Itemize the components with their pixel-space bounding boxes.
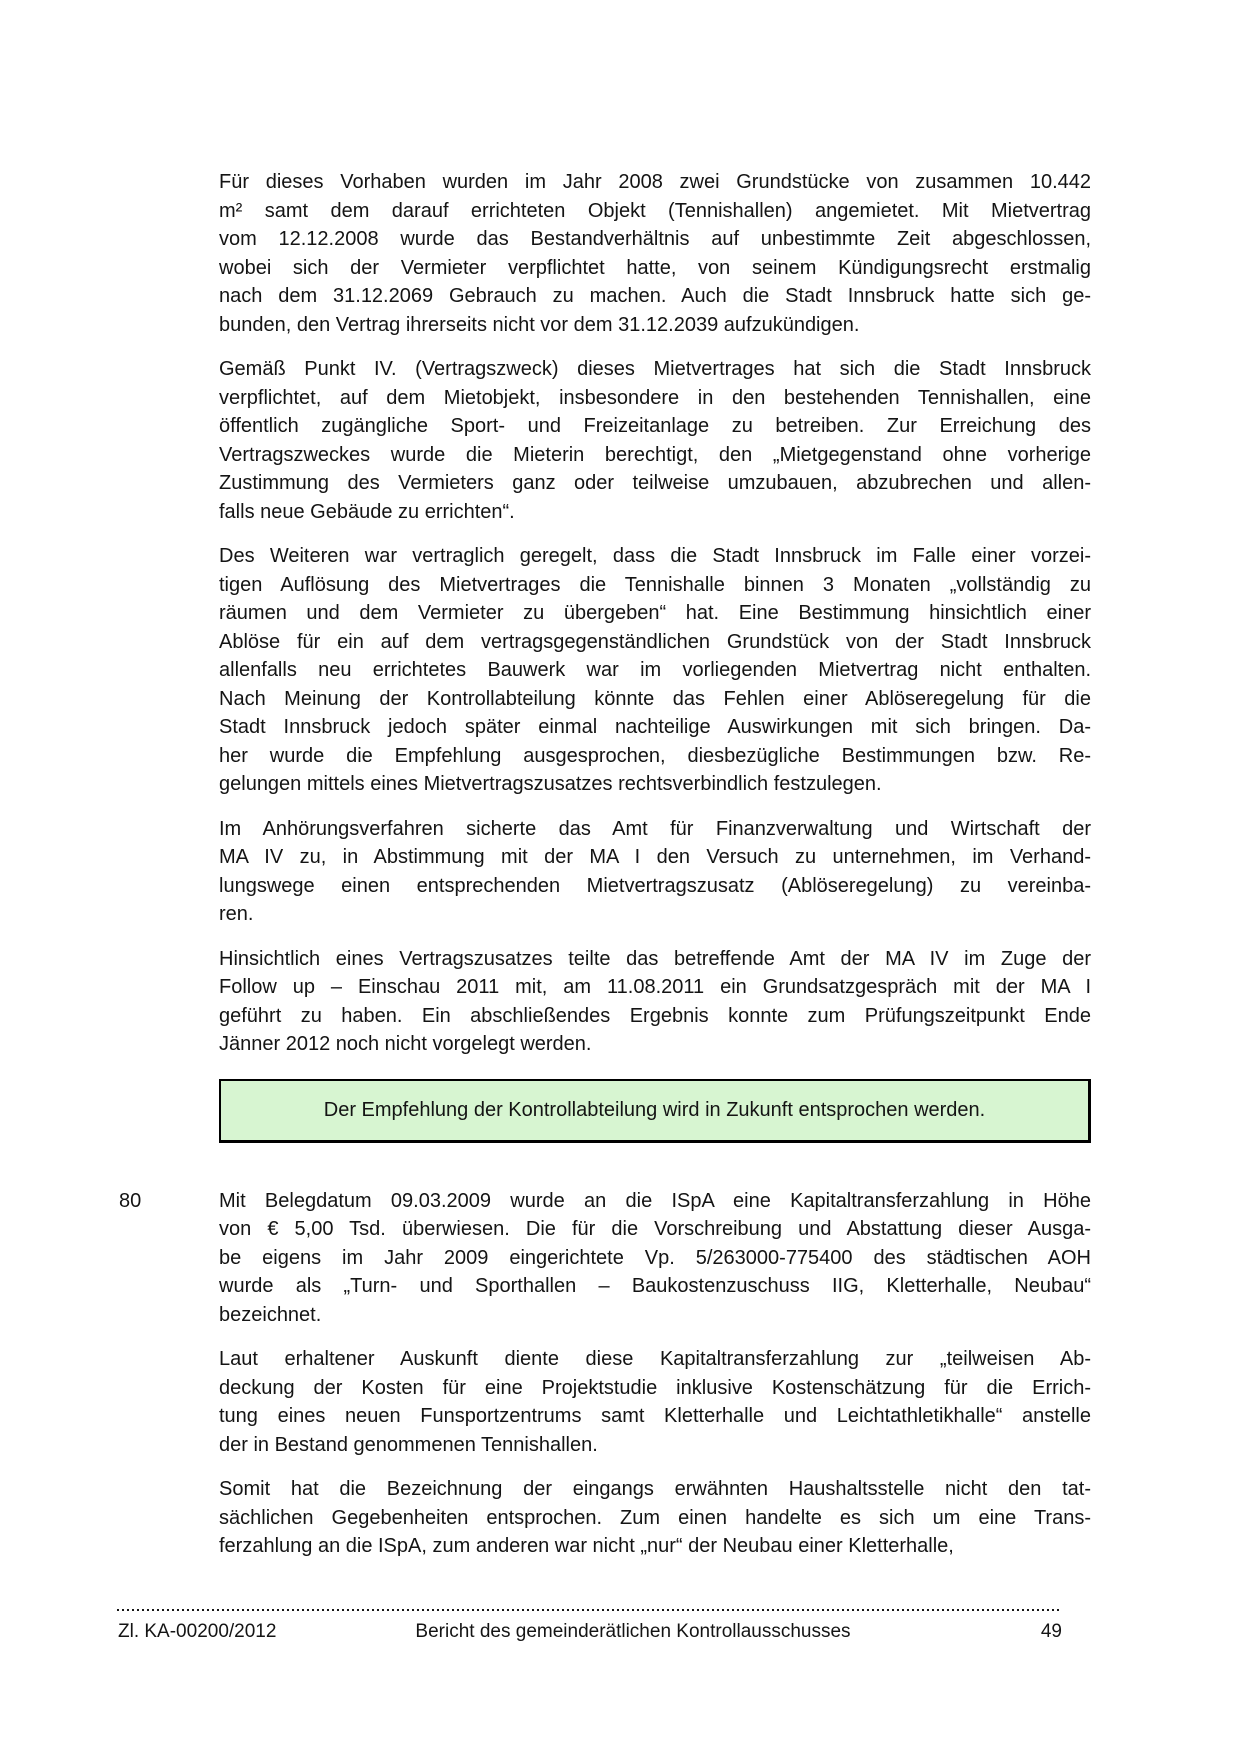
text-line: allenfalls neu errichtetes Bauwerk war im vorliegenden Mietvertrag nicht enthalten. — [219, 659, 1091, 681]
body-paragraph — [219, 1187, 1091, 1330]
recommendation-text: Der Empfehlung der Kontrollabteilung wird in Zukunft entsprochen werden. — [323, 1098, 986, 1121]
text-line: Somit hat die Bezeichnung der eingangs erwähnten Haushaltsstelle nicht den tat- — [219, 1478, 1091, 1500]
body-paragraph — [219, 168, 1091, 339]
recommendation-box — [219, 1079, 1091, 1143]
content-column — [119, 168, 1091, 1577]
text-line: tigen Auflösung des Mietvertrages die Tennishalle binnen 3 Monaten „vollständig zu — [219, 573, 1091, 596]
text-line: wurde als „Turn- und Sporthallen – Baukostenzuschuss IIG, Kletterhalle, Neubau“ — [219, 1275, 1091, 1297]
body-paragraph — [219, 542, 1091, 799]
text-line: deckung der Kosten für eine Projektstudie inklusive Kostenschätzung für die Errich- — [219, 1376, 1091, 1399]
text-line: Des Weiteren war vertraglich geregelt, dass die Stadt Innsbruck im Falle einer vorzei- — [219, 545, 1091, 567]
body-paragraph — [219, 355, 1091, 526]
text-line: MA IV zu, in Abstimmung mit der MA I den Versuch zu unternehmen, im Verhand- — [219, 846, 1091, 868]
text-line: bezeichnet. — [219, 1303, 322, 1326]
text-line: ferzahlung an die ISpA, zum anderen war nicht „nur“ der Neubau einer Kletterhalle, — [219, 1535, 954, 1557]
footer-reference: Zl. KA-00200/2012 — [118, 1621, 277, 1642]
text-line: vom 12.12.2008 wurde das Bestandverhältnis auf unbestimmte Zeit abgeschlossen, — [219, 228, 1091, 250]
text-line: nach dem 31.12.2069 Gebrauch zu machen. Auch die Stadt Innsbruck hatte sich ge- — [219, 285, 1091, 307]
text-line: geführt zu haben. Ein abschließendes Ergebnis konnte zum Prüfungszeitpunkt Ende — [219, 1004, 1091, 1027]
text-line: der in Bestand genommenen Tennishallen. — [219, 1433, 598, 1456]
text-line: sächlichen Gegebenheiten entsprochen. Zum einen handelte es sich um eine Trans- — [219, 1506, 1091, 1529]
text-line: Gemäß Punkt IV. (Vertragszweck) dieses Mietvertrages hat sich die Stadt Innsbruck — [219, 358, 1091, 380]
text-line: Für dieses Vorhaben wurden im Jahr 2008 zwei Grundstücke von zusammen 10.442 — [219, 171, 1091, 193]
footer-page-number: 49 — [1040, 1621, 1062, 1642]
body-paragraph — [219, 1475, 1091, 1561]
text-line: von € 5,00 Tsd. überwiesen. Die für die Vorschreibung und Abstattung dieser Ausga- — [219, 1218, 1091, 1240]
text-line: Ablöse für ein auf dem vertragsgegenständlichen Grundstück von der Stadt Innsbruck — [219, 630, 1091, 653]
text-line: Stadt Innsbruck jedoch später einmal nachteilige Auswirkungen mit sich bringen. Da- — [219, 716, 1091, 738]
footer-divider — [117, 1609, 1060, 1611]
text-line: lungswege einen entsprechenden Mietvertragszusatz (Ablöseregelung) zu vereinba- — [219, 874, 1091, 897]
text-line: Laut erhaltener Auskunft diente diese Kapitaltransferzahlung zur „teilweisen Ab- — [219, 1348, 1091, 1370]
item-number: 80 — [119, 1189, 142, 1212]
text-line: her wurde die Empfehlung ausgesprochen, diesbezügliche Bestimmungen bzw. Re- — [219, 744, 1091, 767]
body-paragraph — [219, 815, 1091, 929]
text-line: gelungen mittels eines Mietvertragszusatzes rechtsverbindlich festzulegen. — [219, 773, 882, 795]
body-paragraph — [219, 1345, 1091, 1459]
text-line: Jänner 2012 noch nicht vorgelegt werden. — [219, 1033, 592, 1055]
section-80 — [119, 1187, 1091, 1561]
body-paragraph — [219, 945, 1091, 1059]
text-line: Hinsichtlich eines Vertragszusatzes teilte das betreffende Amt der MA IV im Zuge der — [219, 947, 1091, 970]
text-line: verpflichtet, auf dem Mietobjekt, insbesondere in den bestehenden Tennishallen, eine — [219, 386, 1091, 409]
text-line: bunden, den Vertrag ihrerseits nicht vor dem 31.12.2039 aufzukündigen. — [219, 313, 860, 336]
text-line: Mit Belegdatum 09.03.2009 wurde an die ISpA eine Kapitaltransferzahlung in Höhe — [219, 1189, 1091, 1212]
text-line: ren. — [219, 903, 254, 925]
footer-title: Bericht des gemeinderätlichen Kontrollausschusses — [415, 1621, 851, 1642]
text-line: Vertragszweckes wurde die Mieterin berechtigt, den „Mietgegenstand ohne vorherige — [219, 443, 1091, 466]
text-line: Nach Meinung der Kontrollabteilung könnte das Fehlen einer Ablöseregelung für die — [219, 687, 1091, 710]
text-line: öffentlich zugängliche Sport- und Freizeitanlage zu betreiben. Zur Erreichung des — [219, 415, 1091, 437]
text-line: Im Anhörungsverfahren sicherte das Amt für Finanzverwaltung und Wirtschaft der — [219, 817, 1091, 840]
text-line: Follow up – Einschau 2011 mit, am 11.08.2011 ein Grundsatzgespräch mit der MA I — [219, 976, 1091, 998]
text-line: tung eines neuen Funsportzentrums samt Kletterhalle und Leichtathletikhalle“ anstelle — [219, 1405, 1091, 1427]
text-line: be eigens im Jahr 2009 eingerichtete Vp. 5/263000-775400 des städtischen AOH — [219, 1246, 1091, 1269]
text-line: m² samt dem darauf errichteten Objekt (Tennishallen) angemietet. Mit Mietvertrag — [219, 199, 1091, 222]
text-line: räumen und dem Vermieter zu übergeben“ hat. Eine Bestimmung hinsichtlich einer — [219, 602, 1091, 624]
text-line: wobei sich der Vermieter verpflichtet hatte, von seinem Kündigungsrecht erstmalig — [219, 256, 1091, 279]
text-line: Zustimmung des Vermieters ganz oder teilweise umzubauen, abzubrechen und allen- — [219, 472, 1091, 494]
text-line: falls neue Gebäude zu errichten“. — [219, 500, 515, 523]
